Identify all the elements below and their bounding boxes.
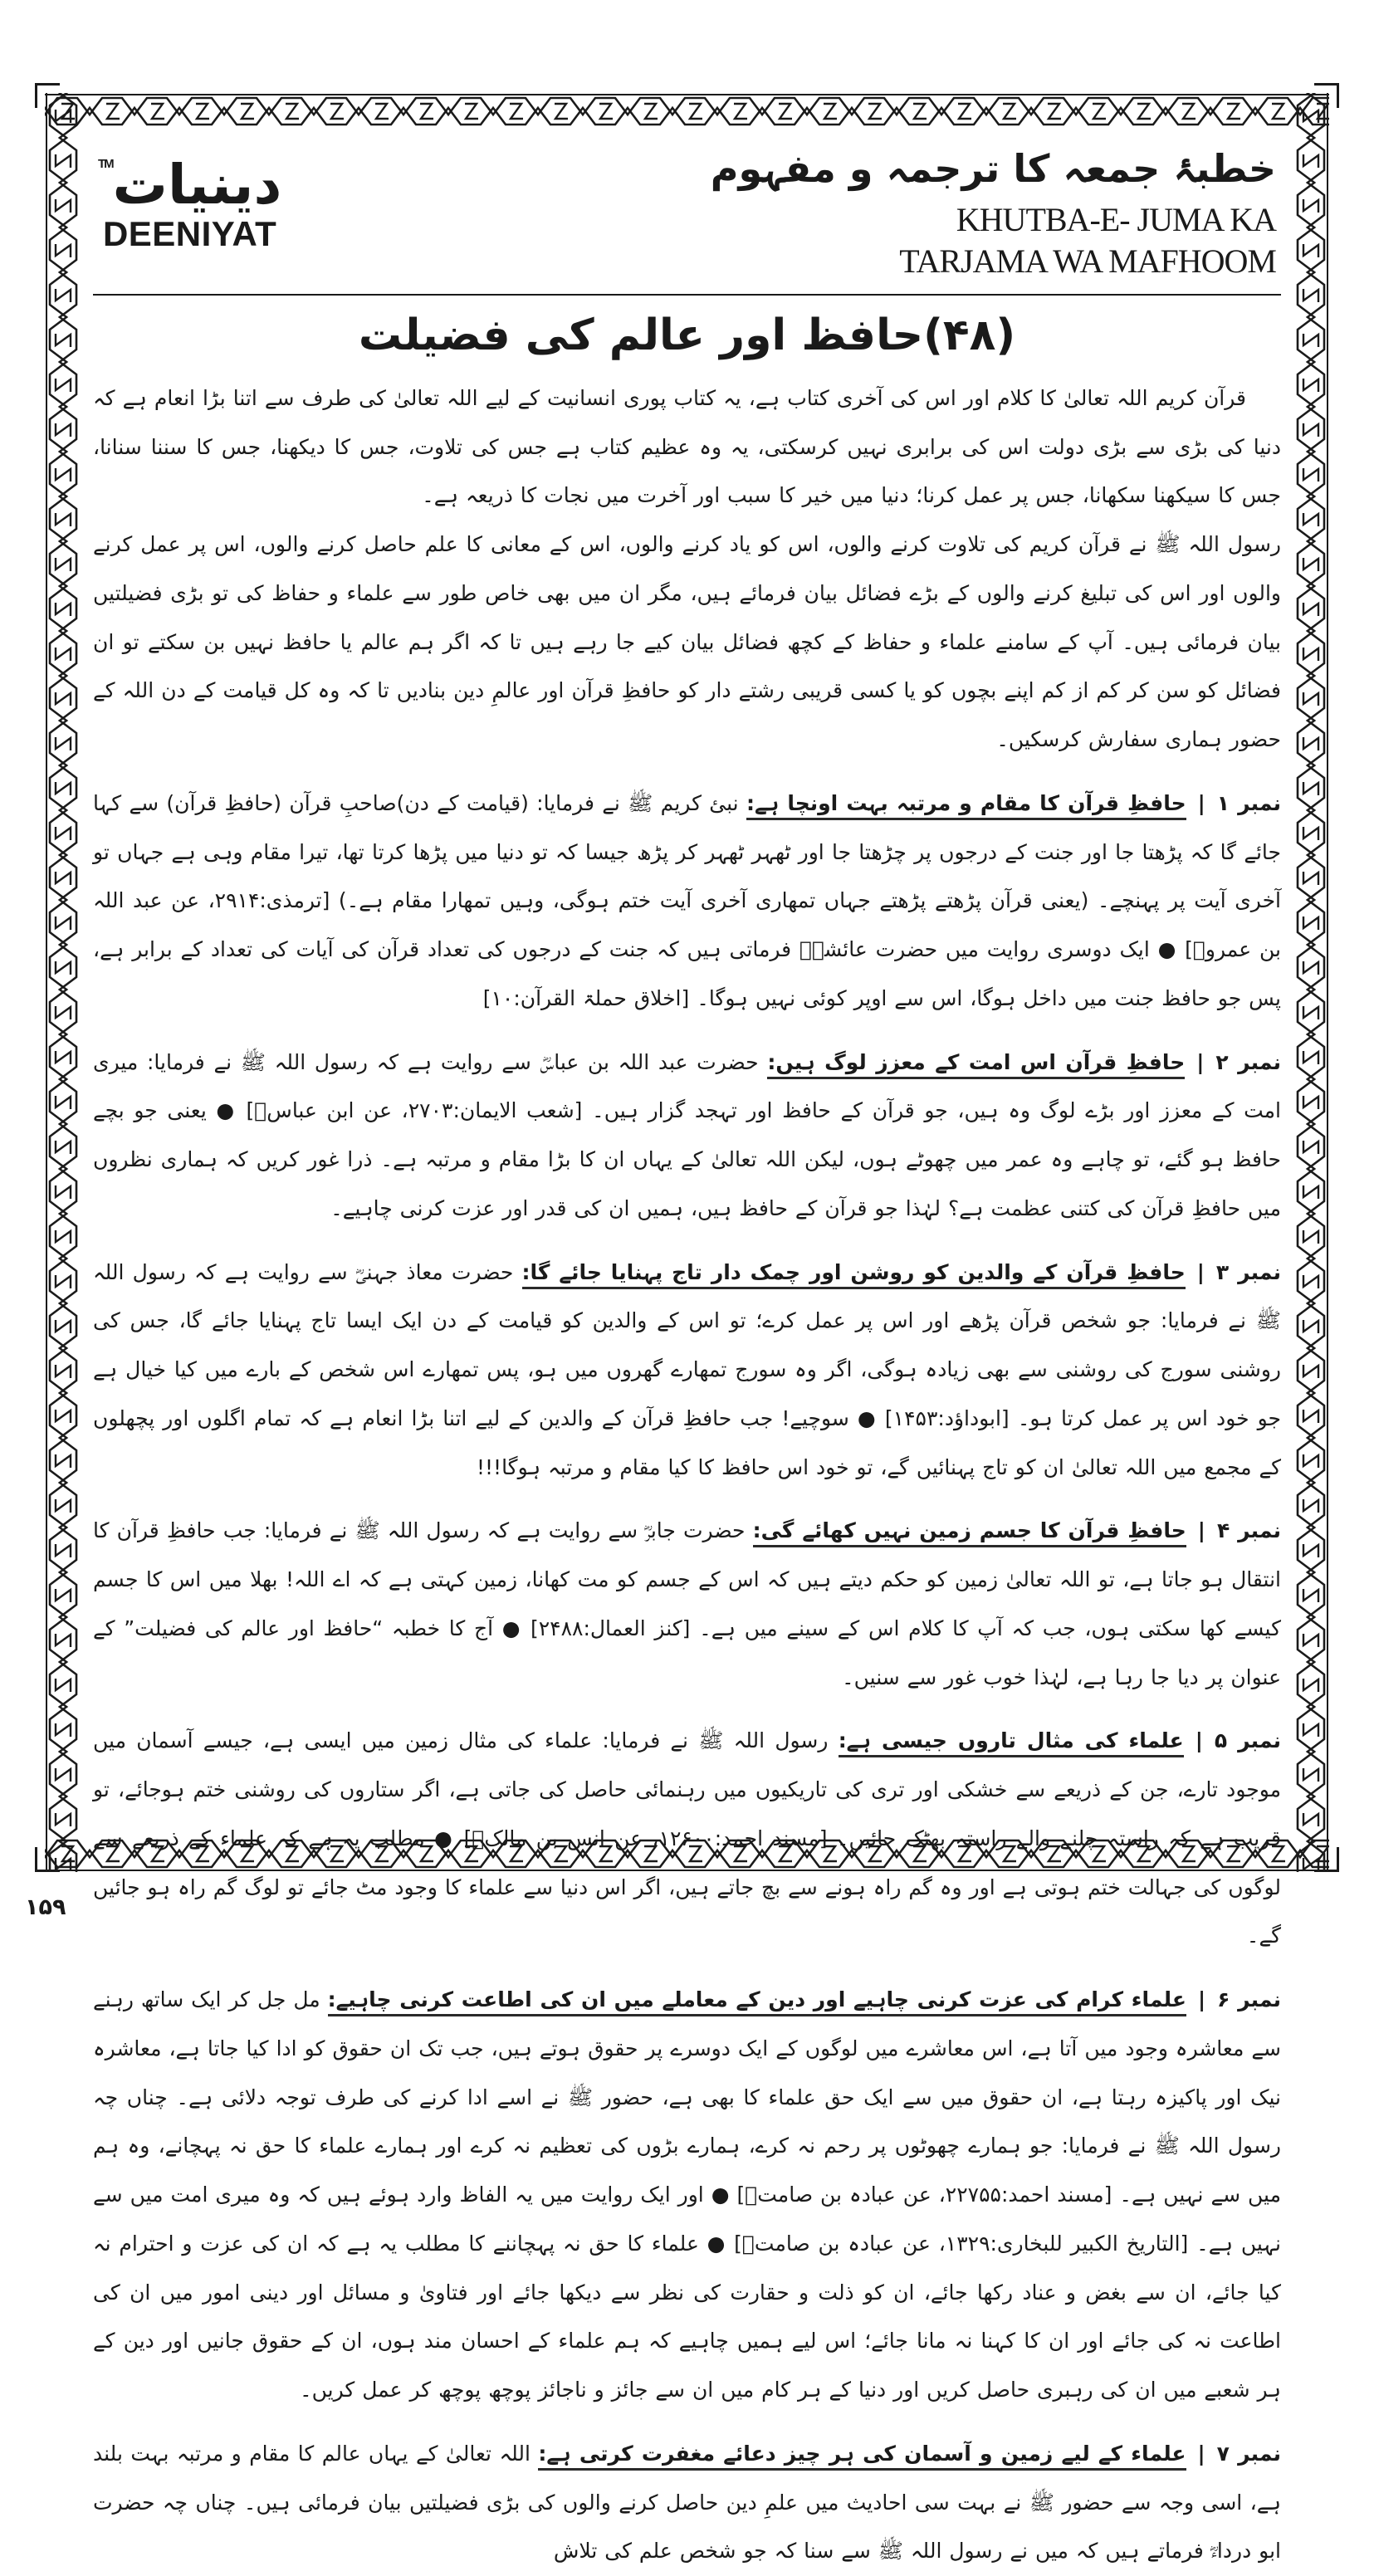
header-title-english-line2: TARJAMA WA MAFHOOM [899,242,1276,280]
chain-border-left [45,93,81,1872]
section-1 [93,780,1281,1024]
section-heading: حافظِ قرآن کے والدین کو روشن اور چمک دار تاج پہنایا جائے گا: [522,1260,1186,1289]
border-corner-top-left [35,83,60,108]
section-6 [93,1976,1281,2415]
page-number: ۱۵۹ [25,1894,66,1920]
section-heading: حافظِ قرآن کا مقام و مرتبہ بہت اونچا ہے: [746,791,1186,820]
section-number-divider: | [1195,1728,1203,1753]
section-number: نمبر ۴ [1216,1518,1281,1543]
header-titles [711,143,1276,282]
section-body: حضرت عبد اللہ بن عباسؓ سے روایت ہے کہ رسول اللہ ﷺ نے فرمایا: میری امت کے معزز اور بڑے لوگ وہ ہیں، جو قرآن کے حافظ اور تہجد گزار ہیں۔ [شعب الایمان:۲۷۰۳، عن ابن عباسؓ] ● یعنی جو بچے حافظ ہو گئے، تو چاہے وہ عمر میں چھوٹے ہوں، لیکن اللہ تعالیٰ کے یہاں ان کا بڑا مقام و مرتبہ ہے۔ ذرا غور کریں کہ ہماری نظروں میں حافظِ قرآن کی کتنی عظمت ہے؟ لہٰذا جو قرآن کے حافظ ہیں، ہمیں ان کی قدر اور عزت کرنی چاہیے۔ [93,1049,1281,1220]
section-heading: حافظِ قرآن اس امت کے معزز لوگ ہیں: [767,1050,1185,1079]
section-body: حضرت جابرؓ سے روایت ہے کہ رسول اللہ ﷺ نے فرمایا: جب حافظِ قرآن کا انتقال ہو جاتا ہے، تو اللہ تعالیٰ زمین کو حکم دیتے ہیں کہ اس کے جسم کو مت کھانا، زمین کہتی ہے کہ اے اللہ! بھلا میں اس کا جسم کیسے کھا سکتی ہوں، جب کہ آپ کا کلام اس کے سینے میں ہے۔ [کنز العمال:۲۴۸۸] ● آج کا خطبہ “حافظ اور عالم کی فضیلت” کے عنوان پر دیا جا رہا ہے، لہٰذا خوب غور سے سنیں۔ [93,1518,1282,1689]
section-number-divider: | [1196,1259,1205,1284]
header-title-english [711,199,1276,282]
header-title-urdu: خطبۂ جمعہ کا ترجمہ و مفہوم [710,146,1276,191]
section-3 [93,1249,1281,1493]
section-5 [93,1717,1281,1961]
section-number-divider: | [1197,2441,1205,2466]
section-body: اللہ تعالیٰ کے یہاں عالم کا مقام و مرتبہ بہت بلند ہے، اسی وجہ سے حضور ﷺ نے بہت سی احادیث میں علمِ دین حاصل کرنے والوں کی بڑی فضیلتیں بیان فرمائی ہیں۔ چناں چہ حضرت ابو درداءؓ فرماتے ہیں کہ میں نے رسول اللہ ﷺ سے سنا کہ جو شخص علم کی تلاش [93,2441,1281,2564]
section-number: نمبر ۷ [1216,2441,1281,2466]
section-number: نمبر ۶ [1217,1987,1281,2012]
header-title-english-line1: KHUTBA-E- JUMA KA [956,200,1276,238]
section-body: مل جل کر ایک ساتھ رہنے سے معاشرہ وجود میں آتا ہے، اس معاشرے میں لوگوں کے ایک دوسرے پر حقوق ہوتے ہیں، جب تک ان حقوق کو ادا کیا جاتا ہے، معاشرہ نیک اور پاکیزہ رہتا ہے، ان حقوق میں سے ایک حق علماء کا بھی ہے، حضور ﷺ نے اسے ادا کرنے کی طرف توجہ دلائی ہے۔ چناں چہ رسول اللہ ﷺ نے فرمایا: جو ہمارے چھوٹوں پر رحم نہ کرے، ہمارے بڑوں کی تعظیم نہ کرے اور ہمارے علماء کا حق نہ پہچانے، وہ ہم میں سے نہیں ہے۔ [مسند احمد:۲۲۷۵۵، عن عبادہ بن صامتؓ] ● اور ایک روایت میں یہ الفاظ وارد ہوئے ہیں کہ وہ میری امت میں سے نہیں ہے۔ [التاریخ الکبیر للبخاری:۱۳۲۹، عن عبادہ بن صامتؓ] ● علماء کا حق نہ پہچاننے کا مطلب یہ ہے کہ ان کی عزت و احترام نہ کیا جائے، ان سے بغض و عناد رکھا جائے، ان کو ذلت و حقارت کی نظر سے دیکھا جائے اور فتاویٰ و مسائل اور دینی امور میں ان کی اطاعت نہ کی جائے اور ان کا کہنا نہ مانا جائے؛ اس لیے ہمیں چاہیے کہ ہم علماء کے احسان مند ہوں، ان کے حقوق جانیں اور دین کے ہر شعبے میں ان کی رہبری حاصل کریں اور دنیا کے ہر کام میں ان سے جائز و ناجائز پوچھ پوچھ کر عمل کریں۔ [93,1987,1281,2402]
chain-border-right [1293,93,1329,1872]
section-4 [93,1507,1281,1702]
border-corner-top-right [1314,83,1339,108]
intro-paragraph: قرآن کریم اللہ تعالیٰ کا کلام اور اس کی آخری کتاب ہے، یہ کتاب پوری انسانیت کے لیے اللہ تعالیٰ کی طرف سے اتنا بڑا انعام ہے کہ دنیا کی بڑی سے بڑی دولت اس کی برابری نہیں کرسکتی، یہ وہ عظیم کتاب ہے جس کی تلاوت، جس کا دیکھنا، جس کا سننا سنانا، جس کا سیکھنا سکھانا، جس پر عمل کرنا؛ دنیا میں خیر کا سبب اور آخرت میں نجات کا ذریعہ ہے۔ [93,385,1281,508]
section-heading: حافظِ قرآن کا جسم زمین نہیں کھائے گی: [753,1518,1186,1547]
section-number-divider: | [1197,1987,1206,2012]
deeniyat-logo [98,143,281,252]
section-number-divider: | [1197,1518,1205,1543]
section-number: نمبر ۵ [1214,1728,1281,1753]
section-number-divider: | [1196,1049,1205,1074]
page-content [93,134,1281,2576]
intro-paragraph: رسول اللہ ﷺ نے قرآن کریم کی تلاوت کرنے والوں، اس کو یاد کرنے والوں، اس کے معانی کا علم حاصل کرنے والوں، اس پر عمل کرنے والوں اور اس کی تبلیغ کرنے والوں کے بڑے فضائل بیان فرمائے ہیں، مگر ان میں بھی خاص طور سے علماء و حفاظ کی تو بڑی فضیلتیں بیان فرمائی ہیں۔ آپ کے سامنے علماء و حفاظ کے کچھ فضائل بیان کیے جا رہے ہیں تا کہ اگر ہم عالم یا حافظ نہیں بن سکتے تو ان فضائل کو سن کر کم از کم اپنے بچوں کو یا کسی قریبی رشتے دار کو حافظِ قرآن اور عالمِ دین بنادیں تا کہ وہ کل قیامت کے دن اللہ کے حضور ہماری سفارش کرسکیں۔ [93,532,1281,752]
section-heading: علماء کے لیے زمین و آسمان کی ہر چیز دعائے مغفرت کرتی ہے: [538,2442,1186,2471]
section-body: نبئ کریم ﷺ نے فرمایا: (قیامت کے دن)صاحبِ قرآن (حافظِ قرآن) سے کہا جائے گا کہ پڑھتا جا اور جنت کے درجوں پر چڑھتا جا اور ٹھہر ٹھہر کر پڑھ جیسا کہ تو دنیا میں پڑھا کرتا تھا، تیرا مقام وہی ہے جہاں تو آخری آیت پر پہنچے۔ (یعنی قرآن پڑھتے پڑھتے جہاں تمھاری آخری آیت ختم ہوگی، وہیں تمھارا مقام ہے۔) [ترمذی:۲۹۱۴، عن عبد اللہ بن عمروؓ] ● ایک دوسری روایت میں حضرت عائشہؓ فرماتی ہیں کہ جنت کے درجوں کی تعداد قرآن کی آیات کی تعداد کے برابر ہے، پس جو حافظ جنت میں داخل ہوگا، اس سے اوپر کوئی نہیں ہوگا۔ [اخلاق حملۃ القرآن:۱۰] [93,790,1281,1010]
section-number: نمبر ۲ [1215,1049,1282,1074]
section-7 [93,2430,1281,2576]
border-corner-bottom-right [1314,1847,1339,1872]
section-number: نمبر ۳ [1215,1259,1282,1284]
section-heading: علماء کرام کی عزت کرنی چاہیے اور دین کے معاملے میں ان کی اطاعت کرنی چاہیے: [328,1987,1186,2016]
khutba-main-title: (۴۸)حافظ اور عالم کی فضیلت [358,310,1016,360]
section-number: نمبر ۱ [1216,790,1281,815]
deeniyat-wordmark: DEENIYAT [102,214,277,253]
header-divider-rule [93,294,1281,296]
chain-border-top [45,93,1329,130]
section-body: حضرت معاذ جہنیؓ سے روایت ہے کہ رسول اللہ ﷺ نے فرمایا: جو شخص قرآن پڑھے اور اس پر عمل کرے؛ تو اس کے والدین کو قیامت کے دن ایک ایسا تاج پہنایا جائے گا، جس کی روشنی سورج کی روشنی سے بھی زیادہ ہوگی، اگر وہ سورج تمھارے گھروں میں ہو، پس تمھارے اس شخص کے بارے میں کیا خیال ہے جو خود اس پر عمل کرتا ہو۔ [ابوداؤد:۱۴۵۳] ● سوچیے! جب حافظِ قرآن کے والدین کے لیے اتنا بڑا انعام ہے کہ تمام اگلوں اور پچھلوں کے مجمع میں اللہ تعالیٰ ان کو تاج پہنائیں گے، تو خود اس حافظ کا کیا مقام و مرتبہ ہوگا!!! [93,1259,1281,1479]
page-header [93,134,1281,282]
trademark-symbol: TM [98,157,113,171]
section-heading: علماء کی مثال تاروں جیسی ہے: [839,1728,1184,1757]
deeniyat-urdu-mark-icon: دینیات™ [98,153,282,217]
section-number-divider: | [1197,790,1205,815]
section-body: رسول اللہ ﷺ نے فرمایا: علماء کی مثال زمین میں ایسی ہے، جیسے آسمان میں موجود تارے، جن کے ذریعے سے خشکی اور تری کی تاریکیوں میں رہنمائی حاصل کی جاتی ہے، اگر ستاروں کی روشنی ختم ہوجائے، تو قریب ہے کہ راستہ چلنے والے راستہ بھٹک جائیں۔ [مسند احمد:۱۲۶۰۰، عن انس بن مالکؓ] ● مطلب یہ ہے کہ علماء کے ذریعے سے لوگوں کی جہالت ختم ہوتی ہے اور وہ گم راہ ہونے سے بچ جاتے ہیں، اگر اس دنیا سے علماء کا وجود مٹ جائے تو لوگ گم راہ ہو جائیں گے۔ [93,1728,1281,1948]
border-corner-bottom-left [35,1847,60,1872]
section-2 [93,1039,1281,1234]
